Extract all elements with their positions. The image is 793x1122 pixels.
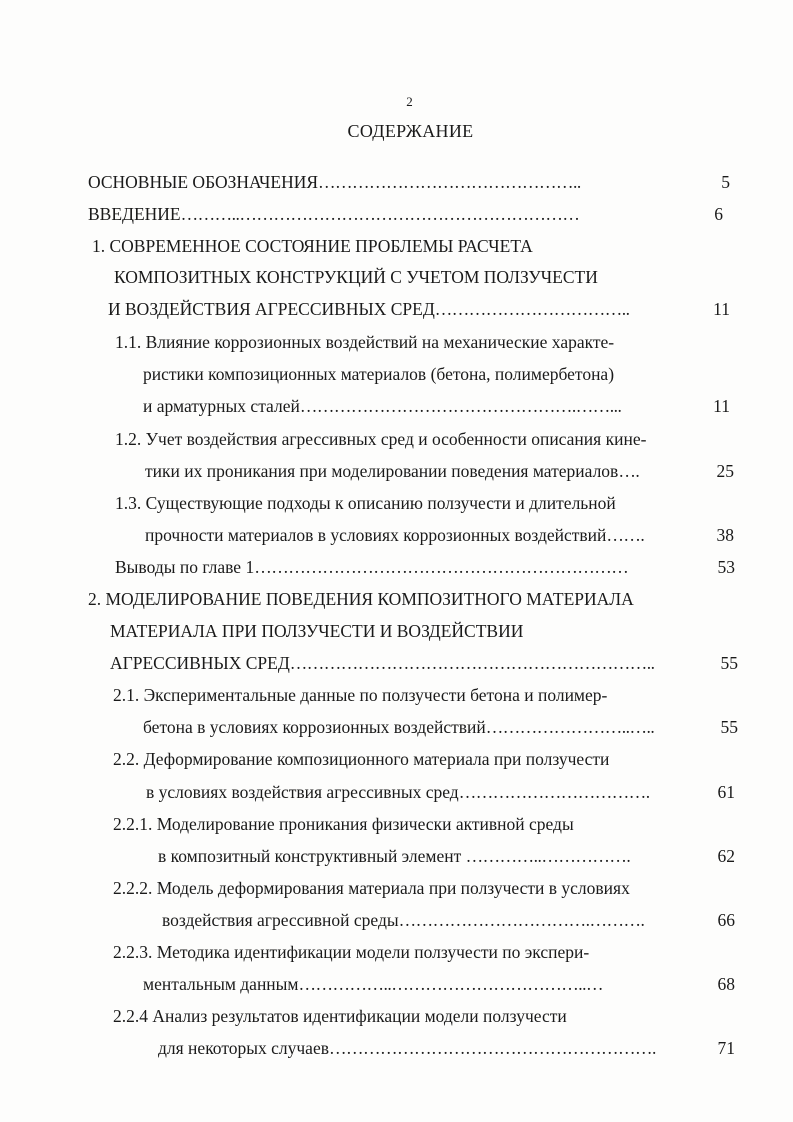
toc-leader-dots: …………………………….………. [398,910,645,930]
toc-leader-dots: ……………..……………………………..… [298,974,604,994]
toc-entry-text: в композитный конструктивный элемент [158,846,466,866]
toc-page-number: 6 [714,204,723,224]
toc-leader-dots: ………………………………………….……... [299,396,622,416]
toc-entry-chapter-1-line2: КОМПОЗИТНЫХ КОНСТРУКЦИЙ С УЧЕТОМ ПОЛЗУЧЕСТИ [114,267,598,287]
toc-entry-chapter-1-conclusions[interactable] [115,556,628,578]
toc-entry-1-1-line1[interactable]: 1.1. Влияние коррозионных воздействий на механические характе- [115,332,615,352]
page-number: 2 [406,94,413,109]
toc-entry-chapter-2-line1[interactable]: 2. МОДЕЛИРОВАНИЕ ПОВЕДЕНИЯ КОМПОЗИТНОГО МАТЕРИАЛА [88,589,634,609]
toc-leader-dots: ……………………………………….. [318,172,581,192]
toc-entry-introduction[interactable] [88,203,579,225]
toc-page-number: 68 [717,974,735,994]
toc-entry-2-2-line1[interactable]: 2.2. Деформирование композиционного материала при ползучести [113,749,610,769]
page-title: СОДЕРЖАНИЕ [347,121,474,141]
toc-leader-dots: ……………………………. [458,782,650,802]
toc-entry-2-2-4-line1[interactable]: 2.2.4 Анализ результатов идентификации модели ползучести [113,1006,567,1026]
toc-page-number: 55 [720,717,738,737]
toc-entry-chapter-2-line2: МАТЕРИАЛА ПРИ ПОЛЗУЧЕСТИ И ВОЗДЕЙСТВИИ [110,621,524,641]
toc-entry-text: и арматурных сталей [143,396,300,416]
toc-page-number: 25 [716,461,734,481]
toc-leader-dots: …. [618,461,640,481]
toc-leader-dots: …………………………………………………. [328,1038,656,1058]
toc-entry-chapter-1-line1[interactable]: 1. СОВРЕМЕННОЕ СОСТОЯНИЕ ПРОБЛЕМЫ РАСЧЕТА [92,236,533,256]
toc-entry-2-1-line1[interactable]: 2.1. Экспериментальные данные по ползучести бетона и полимер- [113,685,608,705]
toc-entry-chapter-1-line3 [108,298,630,320]
toc-entry-text: И ВОЗДЕЙСТВИЯ АГРЕССИВНЫХ СРЕД [108,299,435,319]
toc-page-number: 62 [717,846,735,866]
toc-leader-dots: ……. [606,525,645,545]
toc-page-number: 11 [713,396,730,416]
toc-leader-dots: ……………………………………………………….. [289,653,655,673]
toc-entry-2-2-3-line2 [143,973,603,995]
toc-entry-text: ВВЕДЕНИЕ [88,204,181,224]
toc-entry-symbols[interactable] [88,171,581,193]
toc-entry-1-2-line2 [145,460,639,482]
toc-entry-1-1-line3 [143,395,621,417]
toc-entry-text: бетона в условиях коррозионных воздействий [143,717,486,737]
toc-entry-1-2-line1[interactable]: 1.2. Учет воздействия агрессивных сред и особенности описания кине- [115,429,647,449]
toc-entry-2-2-1-line1[interactable]: 2.2.1. Моделирование проникания физически активной среды [113,814,574,834]
toc-entry-chapter-2-line3 [110,652,655,674]
toc-leader-dots: ………..…………………………………………………… [180,204,580,224]
toc-entry-text: прочности материалов в условиях коррозионных воздействий [145,525,607,545]
toc-leader-dots: ……………………..….. [485,717,655,737]
toc-entry-2-2-2-line1[interactable]: 2.2.2. Модель деформирования материала при ползучести в условиях [113,878,630,898]
toc-entry-1-1-line2: ристики композиционных материалов (бетона, полимербетона) [143,364,615,384]
toc-page-number: 66 [717,910,735,930]
toc-leader-dots: ………………………………………………………… [254,557,629,577]
toc-entry-text: тики их проникания при моделировании поведения материалов [145,461,619,481]
toc-entry-2-2-line2 [146,781,650,803]
toc-entry-2-1-line2 [143,716,654,738]
toc-entry-2-2-3-line1[interactable]: 2.2.3. Методика идентификации модели ползучести по экспери- [113,942,590,962]
toc-entry-2-2-4-line2 [158,1037,656,1059]
toc-page-number: 71 [717,1038,735,1058]
toc-entry-1-3-line2 [145,524,644,546]
toc-page-number: 55 [720,653,738,673]
toc-entry-text: в условиях воздействия агрессивных сред [146,782,459,802]
toc-page-number: 53 [717,557,735,577]
toc-entry-1-3-line1[interactable]: 1.3. Существующие подходы к описанию ползучести и длительной [115,493,616,513]
toc-leader-dots: …………………………….. [434,299,630,319]
toc-entry-text: для некоторых случаев [158,1038,329,1058]
toc-entry-text: воздействия агрессивной среды [162,910,399,930]
toc-entry-text: ОСНОВНЫЕ ОБОЗНАЧЕНИЯ [88,172,319,192]
toc-page-number: 11 [713,299,730,319]
toc-entry-text: Выводы по главе 1 [115,557,255,577]
toc-page-number: 38 [716,525,734,545]
toc-leader-dots: …………..……………. [465,846,631,866]
toc-entry-2-2-1-line2 [158,845,630,867]
toc-entry-text: АГРЕССИВНЫХ СРЕД [110,653,290,673]
toc-page-number: 61 [717,782,735,802]
toc-entry-text: ментальным данным [143,974,299,994]
toc-entry-2-2-2-line2 [162,909,644,931]
toc-page-number: 5 [721,172,730,192]
